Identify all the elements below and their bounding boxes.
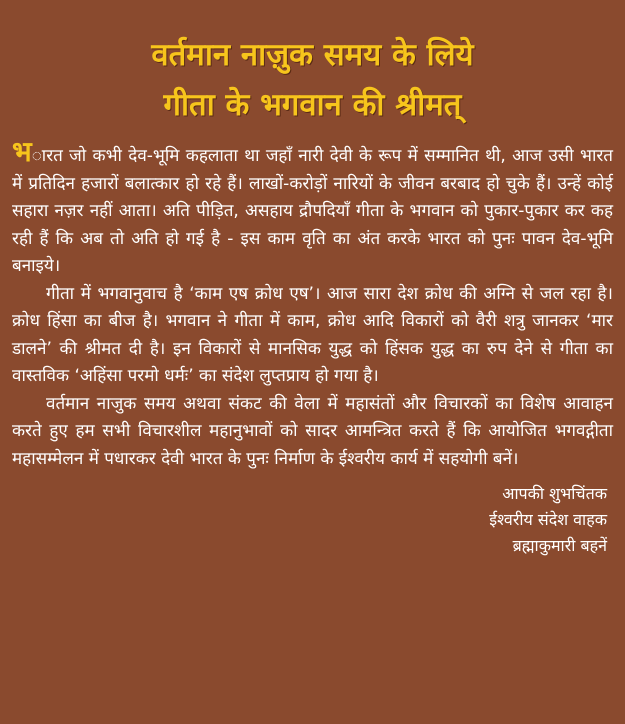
- paragraph-3: वर्तमान नाजुक समय अथवा संकट की वेला में महासंतों और विचारकों का विशेष आवाहन करते हुए हम सभी विचारशील महानुभावों को सादर आमन्त्रित करते हैं कि आयोजित भगवद्गीता महासम्मेलन में पधारकर देवी भारत के पुनः निर्माण के ईश्वरीय कार्य में सहयोगी बनें।: [12, 393, 613, 469]
- title-line-2: गीता के भगवान की श्रीमत्: [163, 87, 462, 123]
- paragraph-1-text: ारत जो कभी देव-भूमि कहलाता था जहाँ नारी देवी के रूप में सम्मानित थी, आज उसी भारत में प्रतिदिन हजारों बलात्कार हो रहे हैं। लाखों-करोड़ों नारियों के जीवन बरबाद हो चुके हैं। उन्हें कोई सहारा नज़र नहीं आता। अति पीड़ित, असहाय द्रौपदियाँ गीता के भगवान को पुकार-पुकार कर कह रही हैं कि अब तो अति हो गई है - इस काम वृति का अंत करके भारत को पुनः पावन देव-भूमि बनाइये।: [12, 146, 613, 276]
- signature-line-3: ब्रह्माकुमारी बहनें: [512, 536, 607, 555]
- paragraph-1: [12, 135, 613, 281]
- signature-block: [12, 481, 613, 559]
- drop-cap: भ: [12, 135, 32, 168]
- signature-line-2: ईश्वरीय संदेश वाहक: [489, 510, 607, 529]
- paragraph-2: गीता में भगवानुवाच है ‘काम एष क्रोध एष’। आज सारा देश क्रोध की अग्नि से जल रहा है। क्रोध हिंसा का बीज है। भगवान ने गीता में काम, क्रोध आदि विकारों को वैरी शत्रु जानकर ‘मार डालने’ की श्रीमत दी है। इन विकारों से मानसिक युद्ध को हिंसक युद्ध का रुप देने से गीता का वास्तविक ‘अहिंसा परमो धर्मः’ का संदेश लुप्तप्राय हो गया है।: [12, 283, 613, 386]
- body-text: [12, 135, 613, 473]
- title: [12, 30, 613, 130]
- title-line-1: वर्तमान नाज़ुक समय के लिये: [151, 37, 474, 73]
- signature-line-1: आपकी शुभचिंतक: [502, 484, 607, 503]
